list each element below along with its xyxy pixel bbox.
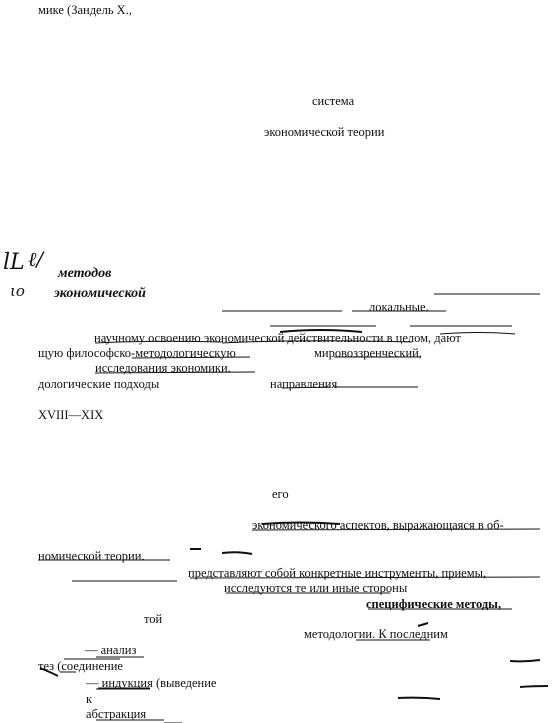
- text-line: научному освоению экономической действительности в целом, дают: [94, 331, 461, 345]
- text-line: — индукция (выведение: [86, 676, 217, 690]
- section-heading: методов: [58, 266, 112, 281]
- text-line: экономической теории: [264, 125, 385, 139]
- text-line: номической теории.: [38, 549, 145, 563]
- text-line: методологии. К последним: [304, 627, 448, 641]
- text-line: XVIII—XIX: [38, 408, 104, 422]
- text-line: исследования экономики.: [95, 361, 231, 375]
- text-line: его: [272, 487, 289, 501]
- text-line: локальные.: [369, 300, 429, 314]
- text-line: система: [312, 94, 355, 108]
- text-line: мировоззренческий,: [314, 346, 422, 360]
- text-line: абстракция: [86, 707, 147, 721]
- text-line: мике (Зандель Х.,: [38, 3, 132, 17]
- text-line: к: [86, 692, 93, 706]
- text-line: направления: [270, 377, 338, 391]
- emphasis-text: специфические методы,: [366, 597, 502, 611]
- section-heading: экономической: [54, 286, 146, 301]
- text-line: представляют собой конкретные инструменты, приемы,: [188, 566, 487, 580]
- text-line: дологические подходы: [38, 377, 160, 391]
- text-line: — анализ: [85, 643, 137, 657]
- handwritten-mark: ιо: [10, 282, 25, 300]
- handwritten-mark: lL: [3, 250, 25, 275]
- text-line: тез (соединение: [38, 659, 123, 673]
- text-line: исследуются те или иные стороны: [224, 581, 408, 595]
- text-line: экономического аспектов, выражающаяся в об-: [252, 518, 504, 532]
- text-line: щую философско-методологическую: [38, 346, 236, 360]
- text-line: той: [144, 612, 163, 626]
- handwritten-mark: ℓ/: [28, 247, 44, 271]
